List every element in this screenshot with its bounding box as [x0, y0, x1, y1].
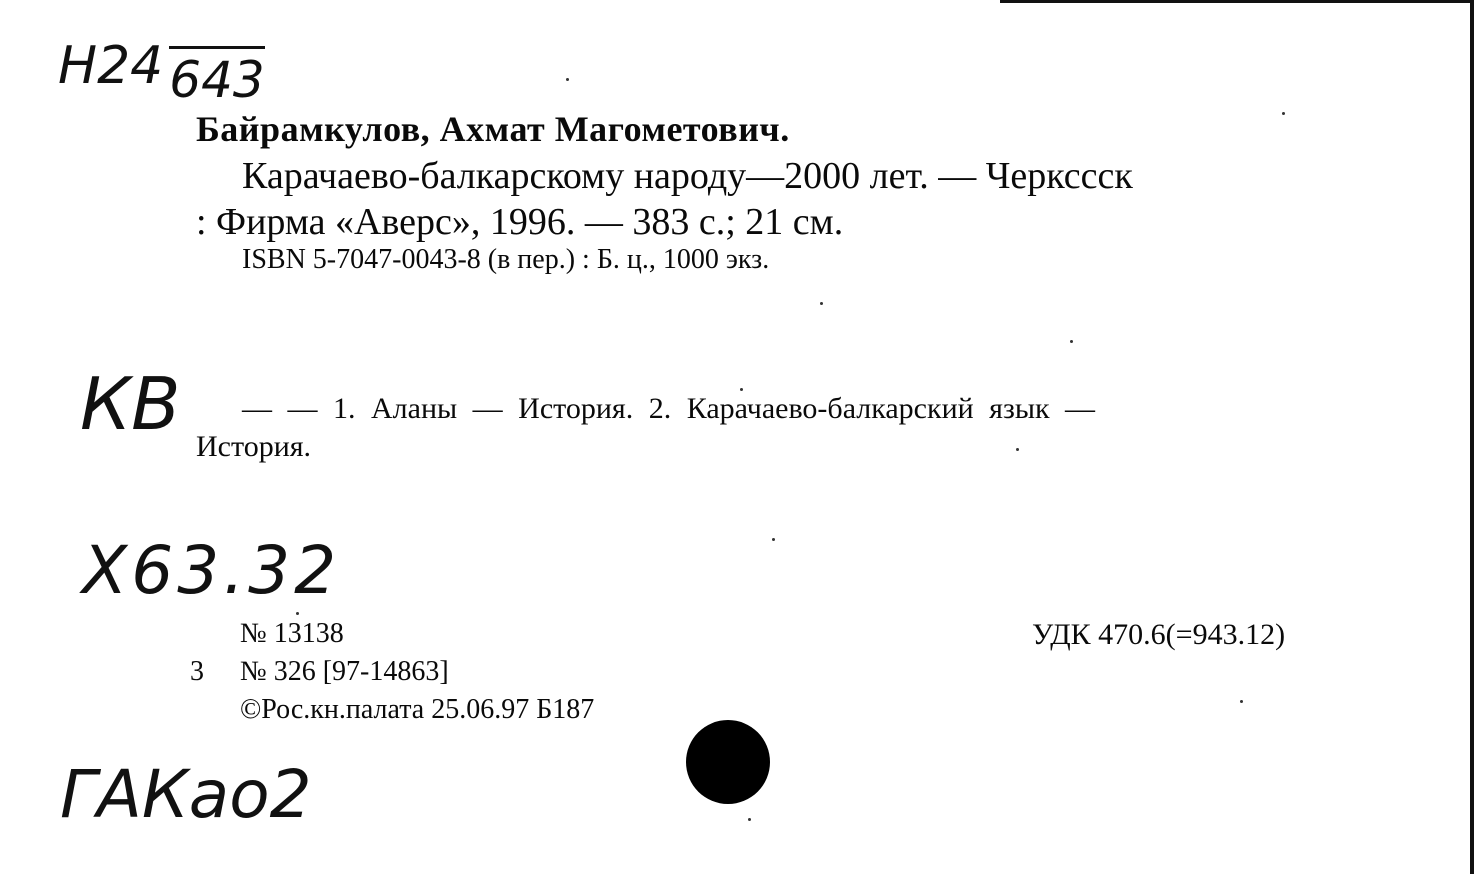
noise-speck	[748, 818, 751, 821]
noise-speck	[1240, 700, 1243, 703]
noise-speck	[740, 388, 743, 391]
shelfmark-sub: 643	[169, 46, 264, 109]
handwritten-location-mark: ГАКао2	[60, 756, 312, 833]
card-number-row	[190, 656, 449, 688]
isbn-line: ISBN 5-7047-0043-8 (в пер.) : Б. ц., 1000 экз.	[242, 244, 770, 275]
card-right-edge	[1470, 0, 1474, 874]
card-top-edge	[1000, 0, 1474, 3]
noise-speck	[566, 78, 569, 81]
noise-speck	[296, 612, 299, 615]
udk-index: УДК 470.6(=943.12)	[1032, 618, 1286, 651]
punch-hole	[686, 720, 770, 804]
noise-speck	[1016, 448, 1019, 451]
publication-imprint: : Фирма «Аверс», 1996. — 383 с.; 21 см.	[196, 201, 844, 243]
record-number: № 13138	[240, 618, 344, 649]
noise-speck	[1070, 340, 1073, 343]
title-statement: Карачаево-балкарскому народу—2000 лет. — Черкссск	[242, 155, 1133, 197]
noise-speck	[1282, 112, 1285, 115]
noise-speck	[772, 538, 775, 541]
subject-headings: — — 1. Аланы — История. 2. Карачаево-балкарский язык —	[242, 392, 1096, 425]
author-heading: Байрамкулов, Ахмат Магометович.	[196, 109, 790, 149]
shelfmark-main: Н24	[58, 36, 164, 96]
handwritten-shelfmark	[58, 32, 265, 109]
copyright-line: ©Рос.кн.палата 25.06.97 Б187	[240, 694, 595, 725]
subject-headings-continued: История.	[196, 430, 312, 463]
handwritten-classification: Х63.32	[82, 532, 341, 609]
card-number: № 326 [97-14863]	[240, 656, 449, 687]
noise-speck	[820, 302, 823, 305]
card-count: 3	[190, 656, 204, 687]
handwritten-collection-mark: КВ	[80, 362, 181, 446]
